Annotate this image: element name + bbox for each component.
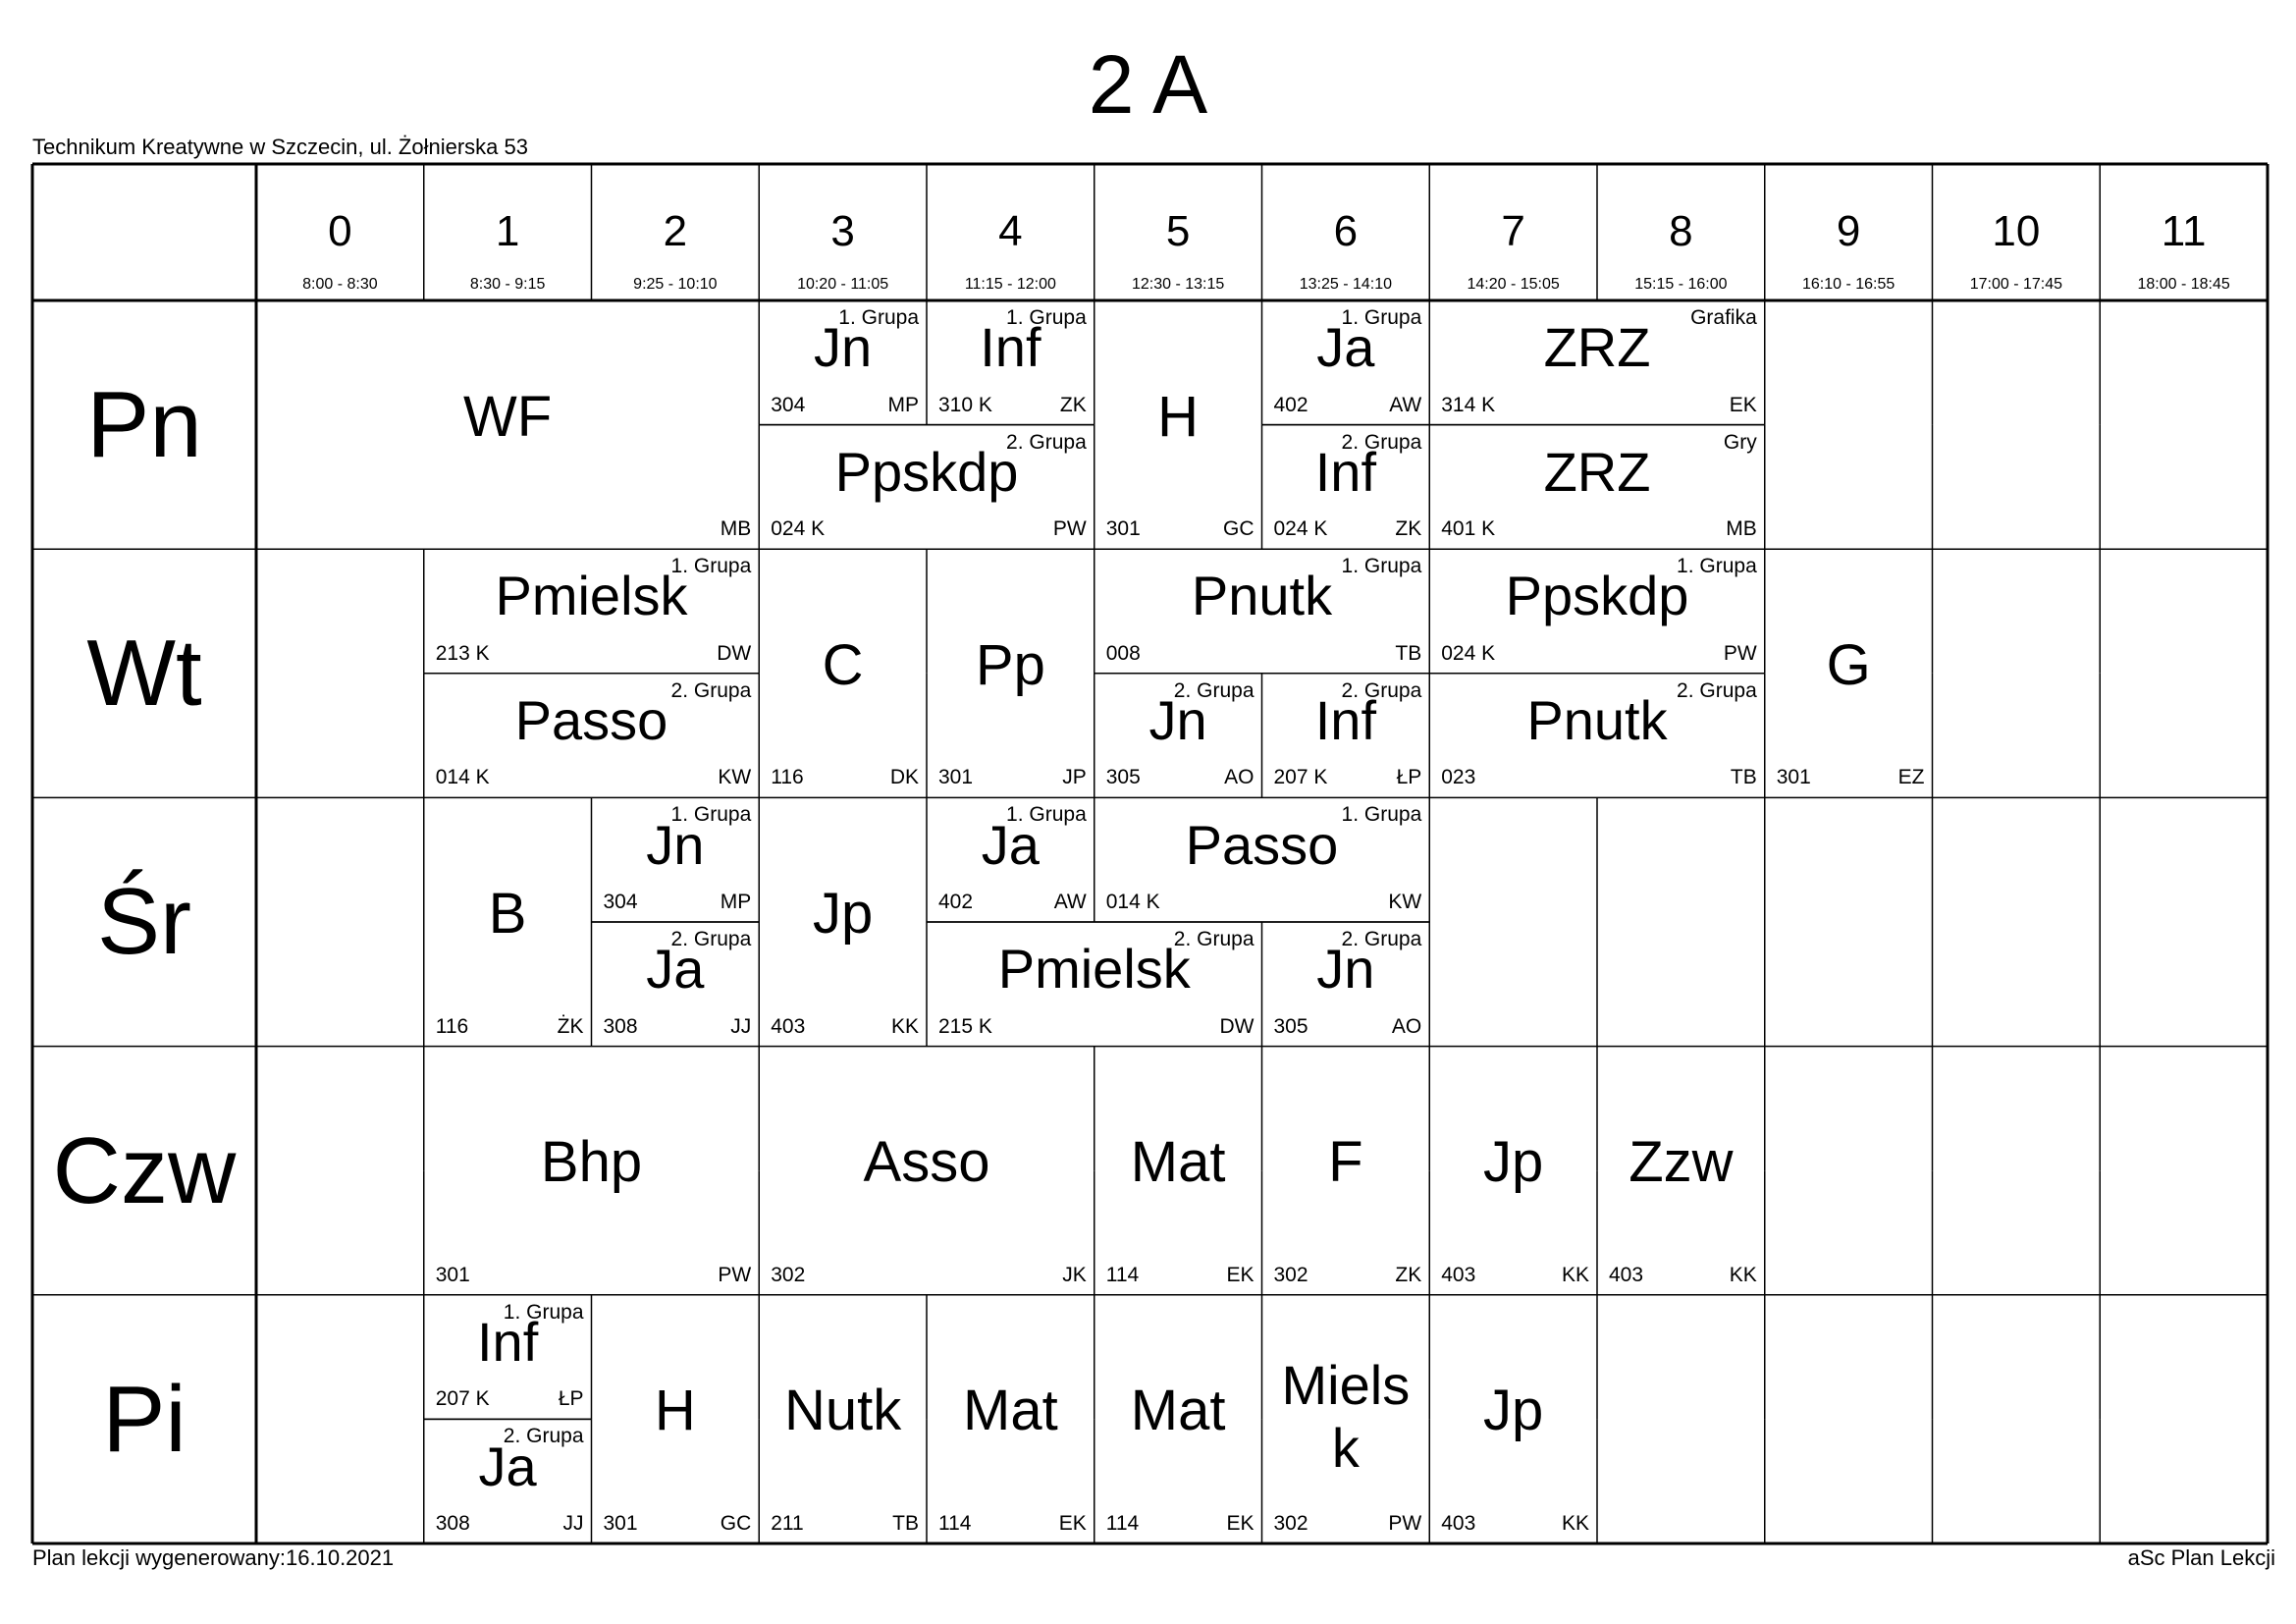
lesson-room: 215 K (938, 1014, 992, 1038)
lesson-teacher: JP (1062, 766, 1087, 789)
lesson-teacher: ZK (1059, 393, 1087, 416)
lesson-group: 2. Grupa (1173, 928, 1255, 950)
lesson-cell[interactable] (1095, 674, 1262, 798)
lesson-room: 114 (1105, 1263, 1140, 1286)
lesson-teacher: PW (718, 1263, 752, 1286)
period-number: 8 (1669, 207, 1693, 255)
lesson-subject: Jp (1482, 1379, 1544, 1443)
period-header-5 (1095, 164, 1262, 300)
lesson-room: 304 (603, 890, 638, 913)
lesson-teacher: JK (1062, 1263, 1087, 1286)
lesson-subject: Inf (476, 1311, 539, 1374)
lesson-room: 301 (938, 766, 974, 789)
lesson-subject: Jp (812, 881, 874, 946)
lesson-subject: Mat (1130, 1130, 1226, 1195)
day-label: Śr (97, 869, 191, 975)
lesson-teacher: TB (1395, 641, 1422, 665)
lesson-cell[interactable] (1262, 300, 1430, 425)
lesson-teacher: DW (1219, 1014, 1255, 1038)
lesson-teacher: AO (1391, 1014, 1422, 1038)
lesson-teacher: PW (1052, 517, 1087, 541)
lesson-cell[interactable] (1429, 1295, 1597, 1543)
lesson-room: 302 (771, 1263, 806, 1286)
lesson-group: 1. Grupa (838, 306, 919, 329)
lesson-room: 301 (603, 1511, 638, 1535)
period-header-4 (927, 164, 1095, 300)
lesson-cell[interactable] (1262, 425, 1430, 550)
lesson-room: 302 (1273, 1263, 1308, 1286)
lesson-cell[interactable] (424, 1295, 592, 1420)
brand-label: aSc Plan Lekcji (2127, 1545, 2275, 1570)
lesson-group: 2. Grupa (1341, 430, 1422, 454)
period-number: 1 (495, 207, 520, 255)
period-time: 14:20 - 15:05 (1467, 276, 1560, 293)
lesson-room: 402 (938, 890, 974, 913)
period-header-11 (2100, 164, 2268, 300)
lesson-subject: Pnutk (1526, 689, 1668, 752)
lesson-teacher: ŁP (1396, 766, 1422, 789)
lesson-room: 301 (1105, 517, 1141, 541)
lesson-room: 213 K (435, 641, 490, 665)
lesson-teacher: EK (1058, 1511, 1087, 1535)
period-time: 8:30 - 9:15 (469, 276, 546, 293)
lesson-group: 1. Grupa (1341, 306, 1422, 329)
lesson-cell[interactable] (1262, 1295, 1430, 1543)
lesson-subject: Jp (1482, 1130, 1544, 1195)
period-time: 11:15 - 12:00 (964, 276, 1056, 293)
period-header-10 (1933, 164, 2101, 300)
lesson-teacher: ŻK (557, 1014, 584, 1038)
lesson-teacher: EK (1729, 393, 1757, 416)
period-number: 9 (1836, 207, 1861, 255)
lesson-teacher: PW (1723, 641, 1757, 665)
lesson-room: 008 (1105, 641, 1141, 665)
lesson-subject: Jn (646, 813, 705, 876)
lesson-cell[interactable] (759, 549, 927, 797)
period-header-7 (1429, 164, 1597, 300)
lesson-teacher: ŁP (558, 1387, 584, 1411)
lesson-cell[interactable] (1262, 1047, 1430, 1295)
lesson-cell[interactable] (927, 1295, 1095, 1543)
lesson-room: 302 (1273, 1511, 1308, 1535)
day-label: Wt (86, 621, 202, 727)
lesson-subject: Pp (975, 632, 1045, 697)
period-number: 0 (328, 207, 352, 255)
lesson-room: 305 (1105, 766, 1141, 789)
lesson-subject: Passo (514, 689, 668, 752)
lesson-group: 2. Grupa (1341, 928, 1422, 950)
lesson-subject: Mielsk (1281, 1353, 1411, 1479)
timetable-title: 2 A (1088, 38, 1208, 131)
period-header-8 (1597, 164, 1765, 300)
lesson-teacher: MP (887, 393, 919, 416)
period-time: 10:20 - 11:05 (797, 276, 889, 293)
lesson-subject: Ja (981, 813, 1040, 876)
lesson-cell[interactable] (256, 300, 759, 549)
period-number: 4 (998, 207, 1023, 255)
lesson-room: 207 K (1273, 766, 1328, 789)
lesson-cell[interactable] (424, 549, 760, 674)
lesson-subject: Nutk (783, 1379, 902, 1443)
lesson-room: 116 (435, 1014, 469, 1038)
lesson-cell[interactable] (1765, 549, 1933, 797)
lesson-teacher: DW (717, 641, 752, 665)
lesson-cell[interactable] (1095, 300, 1262, 549)
lesson-subject: Passo (1185, 813, 1339, 876)
lesson-subject: F (1328, 1130, 1363, 1195)
lesson-subject: WF (463, 384, 553, 449)
lesson-room: 403 (1441, 1263, 1476, 1286)
lesson-subject: Asso (863, 1130, 990, 1195)
lesson-teacher: JJ (562, 1511, 584, 1535)
lesson-subject: B (488, 881, 527, 946)
lesson-room: 114 (938, 1511, 972, 1535)
lesson-teacher: JJ (730, 1014, 752, 1038)
lesson-room: 403 (1441, 1511, 1476, 1535)
lesson-teacher: EK (1226, 1263, 1255, 1286)
lesson-room: 014 K (1105, 890, 1160, 913)
lesson-cell[interactable] (1262, 674, 1430, 798)
lesson-subject: Ppskdp (1505, 565, 1689, 627)
lesson-teacher: EZ (1897, 766, 1925, 789)
lesson-subject: Bhp (540, 1130, 643, 1195)
lesson-teacher: ZK (1395, 517, 1422, 541)
lesson-group: 2. Grupa (670, 928, 752, 950)
lesson-teacher: KW (1388, 890, 1422, 913)
lesson-teacher: PW (1388, 1511, 1422, 1535)
period-number: 5 (1165, 207, 1191, 255)
generated-date: Plan lekcji wygenerowany:16.10.2021 (32, 1545, 395, 1570)
lesson-teacher: AO (1224, 766, 1255, 789)
lesson-room: 207 K (435, 1387, 490, 1411)
lesson-group: 1. Grupa (670, 555, 752, 578)
lesson-cell[interactable] (759, 1047, 1095, 1295)
period-header-1 (424, 164, 592, 300)
lesson-room: 301 (435, 1263, 470, 1286)
lesson-room: 211 (771, 1511, 804, 1535)
lesson-subject: H (654, 1379, 696, 1443)
day-label: Czw (52, 1117, 237, 1223)
lesson-subject: Mat (963, 1379, 1058, 1443)
lesson-room: 403 (771, 1014, 806, 1038)
lesson-group: 2. Grupa (1677, 678, 1757, 702)
lesson-cell[interactable] (424, 1047, 760, 1295)
lesson-group: 2. Grupa (503, 1425, 584, 1448)
lesson-group: 1. Grupa (1677, 555, 1757, 578)
lesson-group: 1. Grupa (503, 1300, 584, 1324)
lesson-cell[interactable] (759, 1295, 927, 1543)
lesson-cell[interactable] (927, 549, 1095, 797)
lesson-cell[interactable] (1429, 549, 1765, 674)
lesson-teacher: AW (1053, 890, 1087, 913)
lesson-group: 2. Grupa (1006, 430, 1087, 454)
lesson-room: 310 K (938, 393, 992, 416)
lesson-teacher: MB (720, 517, 752, 541)
lesson-teacher: DK (889, 766, 919, 789)
lesson-group: 2. Grupa (670, 678, 752, 702)
lesson-room: 023 (1441, 766, 1476, 789)
lesson-cell[interactable] (1262, 922, 1430, 1047)
lesson-subject: H (1157, 384, 1200, 449)
period-header-0 (256, 164, 424, 300)
lesson-teacher: KK (1729, 1263, 1757, 1286)
lesson-group: 1. Grupa (1006, 306, 1087, 329)
period-time: 8:00 - 8:30 (302, 276, 378, 293)
lesson-cell[interactable] (1429, 300, 1765, 425)
lesson-subject: Ja (1316, 316, 1375, 379)
period-header-9 (1765, 164, 1933, 300)
lesson-teacher: KK (1561, 1511, 1589, 1535)
lesson-teacher: MP (720, 890, 752, 913)
lesson-teacher: KK (1561, 1263, 1589, 1286)
lesson-cell[interactable] (927, 797, 1095, 922)
lesson-subject: Pmielsk (997, 938, 1191, 1001)
lesson-cell[interactable] (1429, 425, 1765, 550)
period-number: 3 (830, 207, 855, 255)
lesson-cell[interactable] (424, 674, 760, 798)
period-number: 11 (2161, 207, 2207, 255)
lesson-room: 314 K (1441, 393, 1496, 416)
period-time: 15:15 - 16:00 (1634, 276, 1728, 293)
lesson-room: 116 (771, 766, 804, 789)
lesson-subject: Ja (646, 938, 705, 1001)
lesson-teacher: GC (1223, 517, 1255, 541)
lesson-subject: Ppskdp (834, 440, 1019, 503)
lesson-room: 305 (1273, 1014, 1308, 1038)
lesson-room: 401 K (1441, 517, 1496, 541)
lesson-cell[interactable] (592, 922, 760, 1047)
period-time: 16:10 - 16:55 (1801, 276, 1896, 293)
lesson-teacher: MB (1726, 517, 1757, 541)
lesson-subject: Pnutk (1191, 565, 1333, 627)
lesson-room: 304 (771, 393, 806, 416)
lesson-room: 114 (1105, 1511, 1140, 1535)
period-number: 7 (1501, 207, 1525, 255)
period-header-2 (592, 164, 760, 300)
lesson-subject: ZRZ (1543, 316, 1651, 379)
lesson-cell[interactable] (1095, 1295, 1262, 1543)
lesson-cell[interactable] (424, 797, 592, 1046)
lesson-cell[interactable] (1095, 1047, 1262, 1295)
lesson-group: 1. Grupa (1006, 803, 1087, 827)
school-name: Technikum Kreatywne w Szczecin, ul. Żołnierska 53 (32, 135, 528, 159)
lesson-cell[interactable] (759, 300, 927, 425)
period-time: 13:25 - 14:10 (1299, 276, 1393, 293)
lesson-room: 024 K (771, 517, 826, 541)
lesson-cell[interactable] (592, 1295, 760, 1543)
lesson-teacher: TB (892, 1511, 919, 1535)
lesson-subject: Jn (1316, 938, 1375, 1001)
period-number: 10 (1992, 207, 2041, 255)
lesson-room: 403 (1609, 1263, 1644, 1286)
period-time: 12:30 - 13:15 (1131, 276, 1225, 293)
lesson-teacher: ZK (1395, 1263, 1422, 1286)
lesson-cell[interactable] (592, 797, 760, 922)
lesson-cell[interactable] (759, 425, 1095, 550)
lesson-cell[interactable] (759, 797, 927, 1046)
lesson-subject: Inf (1314, 689, 1376, 752)
period-time: 17:00 - 17:45 (1969, 276, 2063, 293)
lesson-teacher: TB (1730, 766, 1757, 789)
period-number: 6 (1333, 207, 1359, 255)
lesson-room: 308 (603, 1014, 638, 1038)
lesson-teacher: EK (1226, 1511, 1255, 1535)
lesson-teacher: AW (1389, 393, 1422, 416)
lesson-cell[interactable] (1429, 1047, 1597, 1295)
lesson-group: 2. Grupa (1341, 678, 1422, 702)
lesson-group: 2. Grupa (1173, 678, 1255, 702)
day-label: Pn (86, 372, 202, 477)
lesson-room: 014 K (435, 766, 490, 789)
lesson-cell[interactable] (927, 300, 1095, 425)
lesson-subject: Inf (1314, 440, 1376, 503)
lesson-room: 402 (1273, 393, 1308, 416)
period-time: 18:00 - 18:45 (2137, 276, 2230, 293)
lesson-subject: Jn (814, 316, 873, 379)
lesson-cell[interactable] (1095, 549, 1430, 674)
lesson-subject: Mat (1130, 1379, 1226, 1443)
lesson-room: 308 (435, 1511, 470, 1535)
lesson-subject: Jn (1148, 689, 1207, 752)
lesson-group: Grafika (1690, 306, 1757, 329)
period-number: 2 (663, 207, 688, 255)
lesson-teacher: GC (720, 1511, 752, 1535)
lesson-subject: Ja (478, 1435, 537, 1497)
lesson-subject: ZRZ (1543, 440, 1651, 503)
period-header-3 (759, 164, 927, 300)
lesson-cell[interactable] (1429, 674, 1765, 798)
lesson-subject: Inf (980, 316, 1041, 379)
lesson-room: 024 K (1441, 641, 1496, 665)
lesson-room: 024 K (1273, 517, 1328, 541)
lesson-group: 1. Grupa (1341, 555, 1422, 578)
lesson-subject: Pmielsk (495, 565, 688, 627)
lesson-group: 1. Grupa (1341, 803, 1422, 827)
lesson-subject: Zzw (1629, 1130, 1734, 1195)
lesson-cell[interactable] (927, 922, 1262, 1047)
lesson-group: Gry (1723, 430, 1757, 454)
lesson-cell[interactable] (1597, 1047, 1765, 1295)
period-header-6 (1262, 164, 1430, 300)
lesson-room: 301 (1776, 766, 1811, 789)
day-label: Pi (102, 1366, 187, 1472)
period-time: 9:25 - 10:10 (633, 276, 718, 293)
lesson-teacher: KK (890, 1014, 919, 1038)
lesson-subject: C (822, 632, 864, 697)
lesson-group: 1. Grupa (670, 803, 752, 827)
lesson-subject: G (1826, 632, 1871, 697)
lesson-cell[interactable] (1095, 797, 1430, 922)
lesson-teacher: KW (718, 766, 752, 789)
lesson-cell[interactable] (424, 1419, 592, 1543)
